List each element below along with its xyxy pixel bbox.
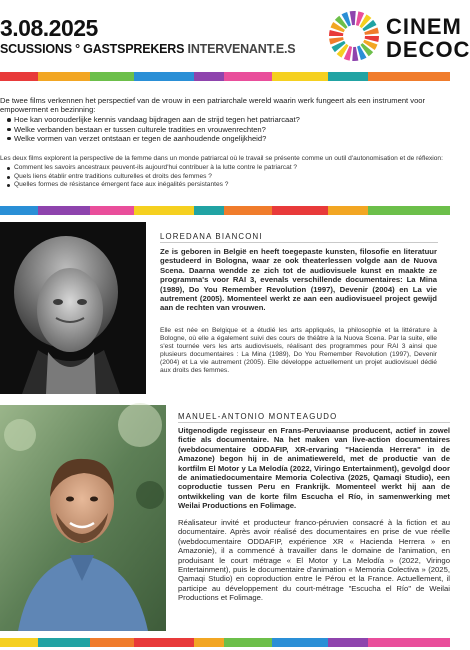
event-subtitle — [0, 42, 295, 56]
strip-segment — [224, 206, 272, 215]
strip-segment — [134, 206, 194, 215]
list-item: Comment les savoirs ancestraux peuvent-ils aujourd'hui contribuer à la lutte contre le patriarcat ? — [6, 164, 450, 172]
list-item: Welke verbanden bestaan er tussen culturele tradities en vrouwenrechten? — [6, 125, 450, 134]
strip-segment — [0, 638, 38, 647]
list-item: Quelles formes de résistance émergent face aux inégalités persistantes ? — [6, 181, 450, 189]
speaker-photo-manuel — [0, 405, 166, 631]
logo-line-2: DECOC — [386, 37, 470, 62]
subtitle-main: SCUSSIONS ° GASTSPREKERS — [0, 42, 188, 56]
strip-segment — [272, 206, 328, 215]
portrait-woman-icon — [0, 222, 146, 394]
strip-segment — [328, 206, 368, 215]
strip-segment — [272, 638, 328, 647]
strip-segment — [134, 638, 194, 647]
speaker-photo-loredana — [0, 222, 146, 394]
subtitle-accent: INTERVENANT.E.S — [187, 42, 296, 56]
strip-segment — [368, 206, 450, 215]
strip-segment — [224, 638, 272, 647]
speaker-name: LOREDANA BIANCONI — [160, 232, 263, 241]
divider — [178, 422, 450, 423]
strip-segment — [0, 206, 38, 215]
intro-dutch-questions — [0, 115, 450, 143]
strip-segment — [134, 72, 194, 81]
intro-french — [0, 155, 450, 190]
strip-segment — [368, 72, 450, 81]
strip-segment — [194, 206, 224, 215]
intro-dutch — [0, 96, 450, 143]
cinema-logo-text — [386, 15, 470, 61]
color-strip-bottom — [0, 638, 450, 647]
speaker-name: MANUEL-ANTONIO MONTEAGUDO — [178, 412, 338, 421]
strip-segment — [328, 72, 368, 81]
event-date: 3.08.2025 — [0, 15, 98, 41]
strip-segment — [224, 72, 272, 81]
strip-segment — [90, 72, 134, 81]
strip-segment — [194, 638, 224, 647]
strip-segment — [38, 72, 90, 81]
divider — [160, 242, 438, 243]
cinema-logo-wheel-icon — [328, 10, 380, 62]
logo-wheel-segment — [350, 11, 356, 25]
intro-french-lead: Les deux films explorent la perspective de la femme dans un monde patriarcal où le travail se présente comme un outil d'autonomisation et de réflexion: — [0, 155, 443, 162]
portrait-man-icon — [0, 405, 166, 631]
speaker-bio-dutch: Uitgenodigde regisseur en Frans-Peruviaanse producent, actief in zowel fictie als documentaire. Na het maken van live-action documentaires (webdocumentaire ODDAFIP, XR-ervaring "Hacienda Herrera" in de Amazone) begon hij in de animatiewereld, met de productie van de kortfilm El Motor y La Melodía (2022, Viringo Entertainment), gevolgd door de animatiedocumentaire Memoria Colectiva (2025, Qamaqi Studio), een coproductie tussen Peru en Frankrijk. Momenteel werkt hij aan de ontwikkeling van de korte film Escucha el Río, in samenwerking met Weilai Productions en Folimage. — [178, 426, 450, 511]
strip-segment — [38, 206, 90, 215]
logo-line-1: CINEM — [386, 14, 462, 39]
list-item: Quels liens établir entre traditions culturelles et droits des femmes ? — [6, 173, 450, 181]
strip-segment — [90, 638, 134, 647]
color-strip-top — [0, 72, 450, 81]
list-item: Hoe kan voorouderlijke kennis vandaag bijdragen aan de strijd tegen het patriarcaat? — [6, 115, 450, 124]
strip-segment — [90, 206, 134, 215]
strip-segment — [0, 72, 38, 81]
intro-french-questions — [0, 164, 450, 189]
logo-wheel-segment — [352, 47, 358, 61]
speaker-bio-dutch: Ze is geboren in België en heeft toegepaste kunsten, filosofie en literatuur gestudeerd in Bologna, waar ze ook theaterlessen volgde aan de Nuova Scena. Daarna wendde ze zich tot de audiovisuele kunst en maakte ze programma's voor RAI 3, evenals verschillende documentaires: La Mina (1989), Do You Remember Revolution (1997), Devenir (2004) en La vie autrement (2005). Momenteel werkt ze aan een audiovisueel project gewijd aan de rechten van vrouwen. — [160, 247, 437, 313]
strip-segment — [328, 638, 368, 647]
strip-segment — [194, 72, 224, 81]
strip-segment — [38, 638, 90, 647]
intro-dutch-lead: De twee films verkennen het perspectief van de vrouw in een patriarchale wereld waarin werk fungeert als een instrument voor empowerment en bezinning: — [0, 96, 426, 115]
speaker-bio-french: Elle est née en Belgique et a étudié les arts appliqués, la philosophie et la littérature à Bologne, où elle a également suivi des cours de théâtre à la Nuova Scena. Par la suite, elle s'est tournée vers les arts audiovisuels, réalisant des programmes pour RAI 3 ainsi que plusieurs documentaires : La Mina (1989), Do You Remember Revolution (1997), Devenir (2004) et La vie autrement (2005). Elle développe actuellement un projet audiovisuel dédié aux droits des femmes. — [160, 327, 437, 375]
color-strip-middle — [0, 206, 450, 215]
strip-segment — [368, 638, 450, 647]
list-item: Welke vormen van verzet ontstaan er tegen de aanhoudende ongelijkheid? — [6, 134, 450, 143]
strip-segment — [272, 72, 328, 81]
speaker-bio-french: Réalisateur invité et producteur franco-péruvien consacré à la fiction et au documentaire. Après avoir réalisé des documentaires en prise de vue réelle (webdocumentaire ODDAFIP, expérience XR « Hacienda Herrera » en Amazonie), il a commencé à travailler dans le domaine de l'animation, en produisant le court métrage « El Motor y La Melodía » (2022, Viringo Entertainment), puis le documentaire d'animation « Memoria Colectiva » (2025, Qamaqi Studio) en coproduction entre le Pérou et la France. Actuellement, il participe au développement du court-métrage "Escucha el Río" de Weilai Productions et Folimage. — [178, 518, 450, 603]
